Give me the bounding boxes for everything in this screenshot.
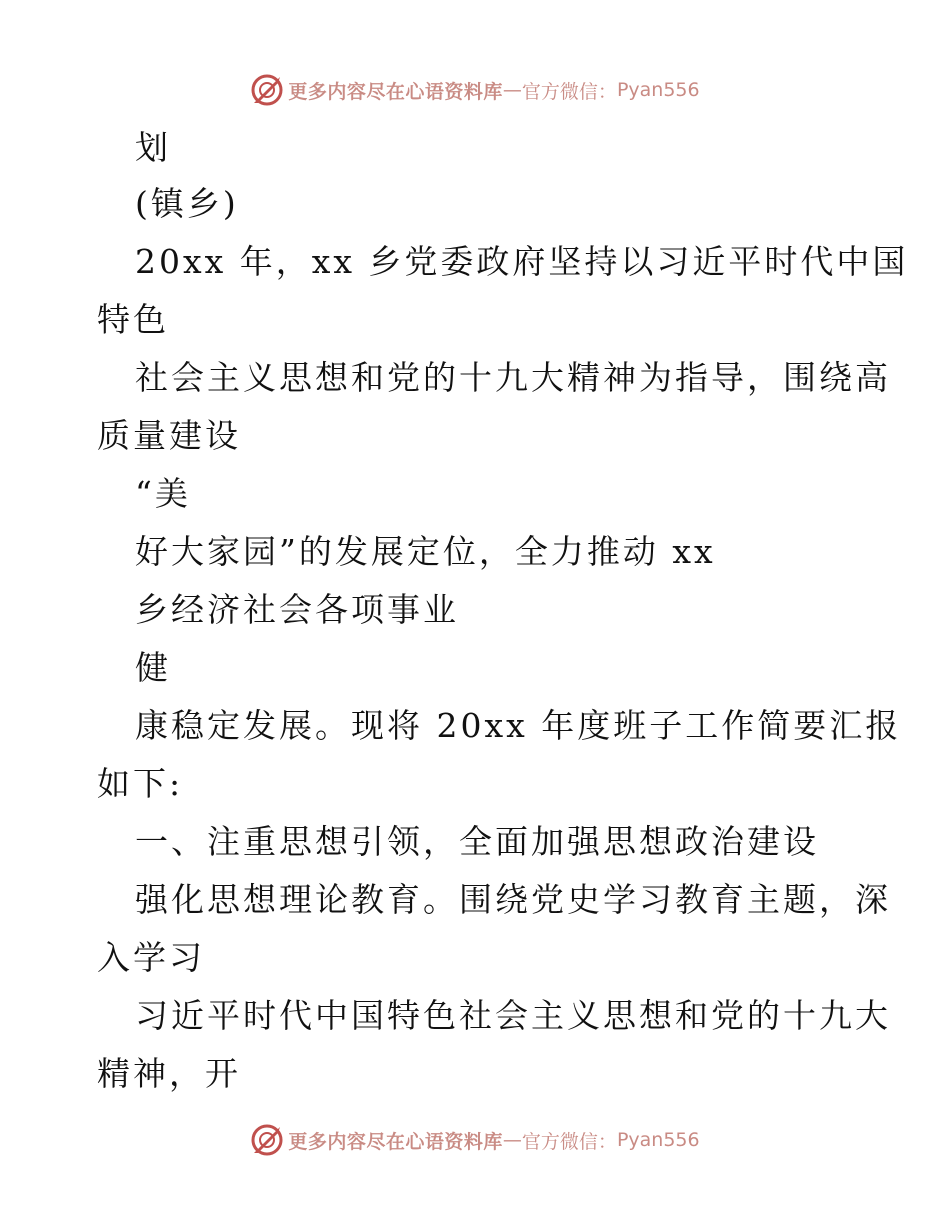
body-line: 习近平时代中国特色社会主义思想和党的十九大 [135, 996, 891, 1035]
banner-text: 更多内容尽在心语资料库 [288, 80, 503, 103]
body-line: 一、注重思想引领，全面加强思想政治建设 [135, 822, 819, 861]
banner-wechat-label: 官方微信： [521, 80, 617, 103]
body-line: 康稳定发展。现将 20xx 年度班子工作简要汇报 [135, 706, 902, 745]
pen-logo-icon [250, 1123, 284, 1157]
banner-separator: — [502, 1129, 522, 1151]
header-banner [0, 70, 950, 110]
body-line: 划 [135, 128, 171, 167]
banner-separator: — [502, 79, 522, 101]
pen-logo-icon [250, 73, 284, 107]
banner-wechat-id: Pyan556 [616, 79, 700, 101]
footer-banner [0, 1120, 950, 1160]
body-line: 特色 [97, 300, 169, 339]
banner-text: 更多内容尽在心语资料库 [288, 1130, 503, 1153]
body-line: 乡经济社会各项事业 [135, 590, 459, 629]
banner-wechat-id: Pyan556 [616, 1129, 700, 1151]
body-line: 强化思想理论教育。围绕党史学习教育主题，深 [135, 880, 891, 919]
body-line: 如下: [97, 764, 184, 803]
banner-wechat-label: 官方微信： [521, 1130, 617, 1153]
body-line: 入学习 [97, 938, 205, 977]
body-line: 健 [135, 648, 171, 687]
body-line: “美 [135, 474, 191, 513]
body-line: 好大家园”的发展定位，全力推动 xx [135, 532, 716, 571]
body-line: 质量建设 [97, 416, 241, 455]
body-line: (镇乡) [135, 184, 239, 223]
body-line: 20xx 年，xx 乡党委政府坚持以习近平时代中国 [135, 242, 909, 281]
body-line: 社会主义思想和党的十九大精神为指导，围绕高 [135, 358, 891, 397]
body-line: 精神，开 [97, 1054, 241, 1093]
